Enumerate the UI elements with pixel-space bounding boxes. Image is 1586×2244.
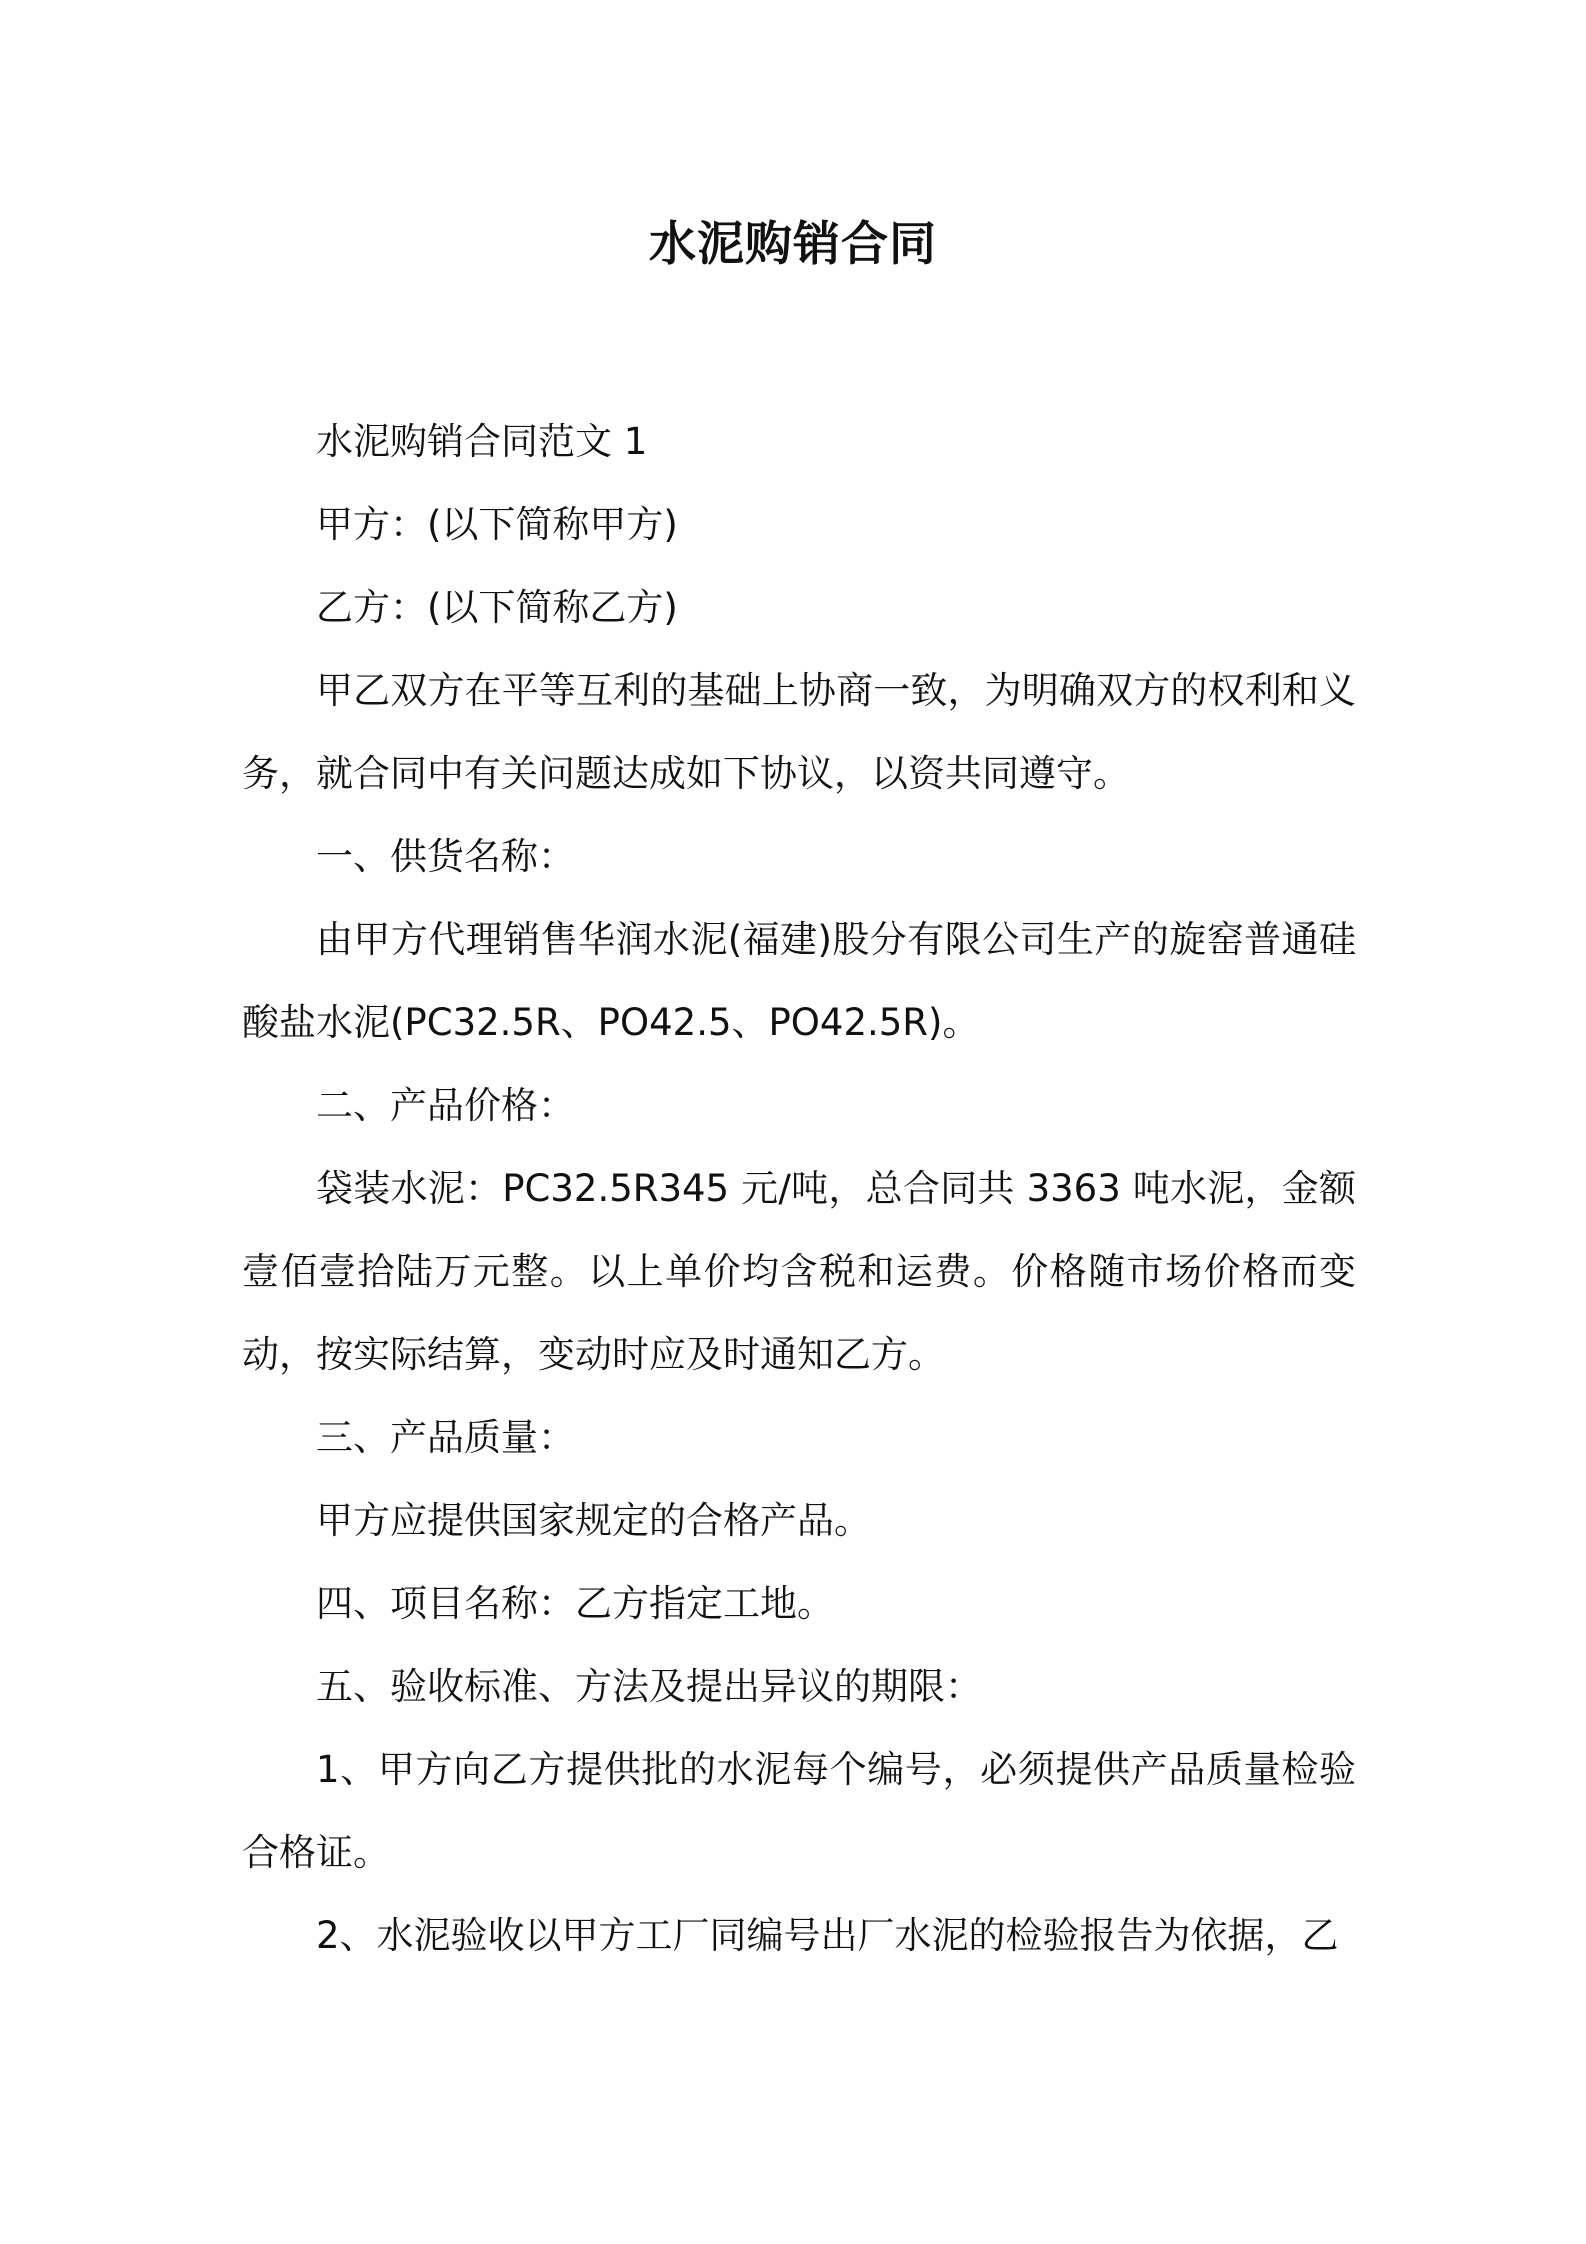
paragraph-party-b: 乙方：(以下简称乙方) xyxy=(316,586,678,629)
section-supply-name: 一、供货名称： xyxy=(316,835,575,878)
paragraph-acceptance-item-2: 2、水泥验收以甲方工厂同编号出厂水泥的检验报告为依据，乙 xyxy=(316,1914,1339,1957)
paragraph-price-details: 袋装水泥：PC32.5R345 元/吨，总合同共 3363 吨水泥，金额壹佰壹拾陆万元整。以上单价均含税和运费。价格随市场价格而变动，按实际结算，变动时应及时通知乙方。 xyxy=(242,1167,1356,1376)
document-title: 水泥购销合同 xyxy=(649,217,937,272)
section-project-name: 四、项目名称：乙方指定工地。 xyxy=(316,1582,834,1625)
section-product-price: 二、产品价格： xyxy=(316,1084,575,1127)
paragraph-heading-sample: 水泥购销合同范文 1 xyxy=(316,420,648,463)
paragraph-acceptance-item-1: 1、甲方向乙方提供批的水泥每个编号，必须提供产品质量检验合格证。 xyxy=(242,1748,1356,1874)
section-product-quality: 三、产品质量： xyxy=(316,1416,575,1459)
section-acceptance-standard: 五、验收标准、方法及提出异议的期限： xyxy=(316,1665,982,1708)
paragraph-intro: 甲乙双方在平等互利的基础上协商一致，为明确双方的权利和义务，就合同中有关问题达成如下协议，以资共同遵守。 xyxy=(242,669,1356,795)
document-body xyxy=(242,400,1356,1977)
paragraph-supply-details: 由甲方代理销售华润水泥(福建)股分有限公司生产的旋窑普通硅酸盐水泥(PC32.5R、PO42.5、PO42.5R)。 xyxy=(242,918,1356,1044)
paragraph-party-a: 甲方：(以下简称甲方) xyxy=(316,503,678,546)
paragraph-quality-details: 甲方应提供国家规定的合格产品。 xyxy=(316,1499,871,1542)
